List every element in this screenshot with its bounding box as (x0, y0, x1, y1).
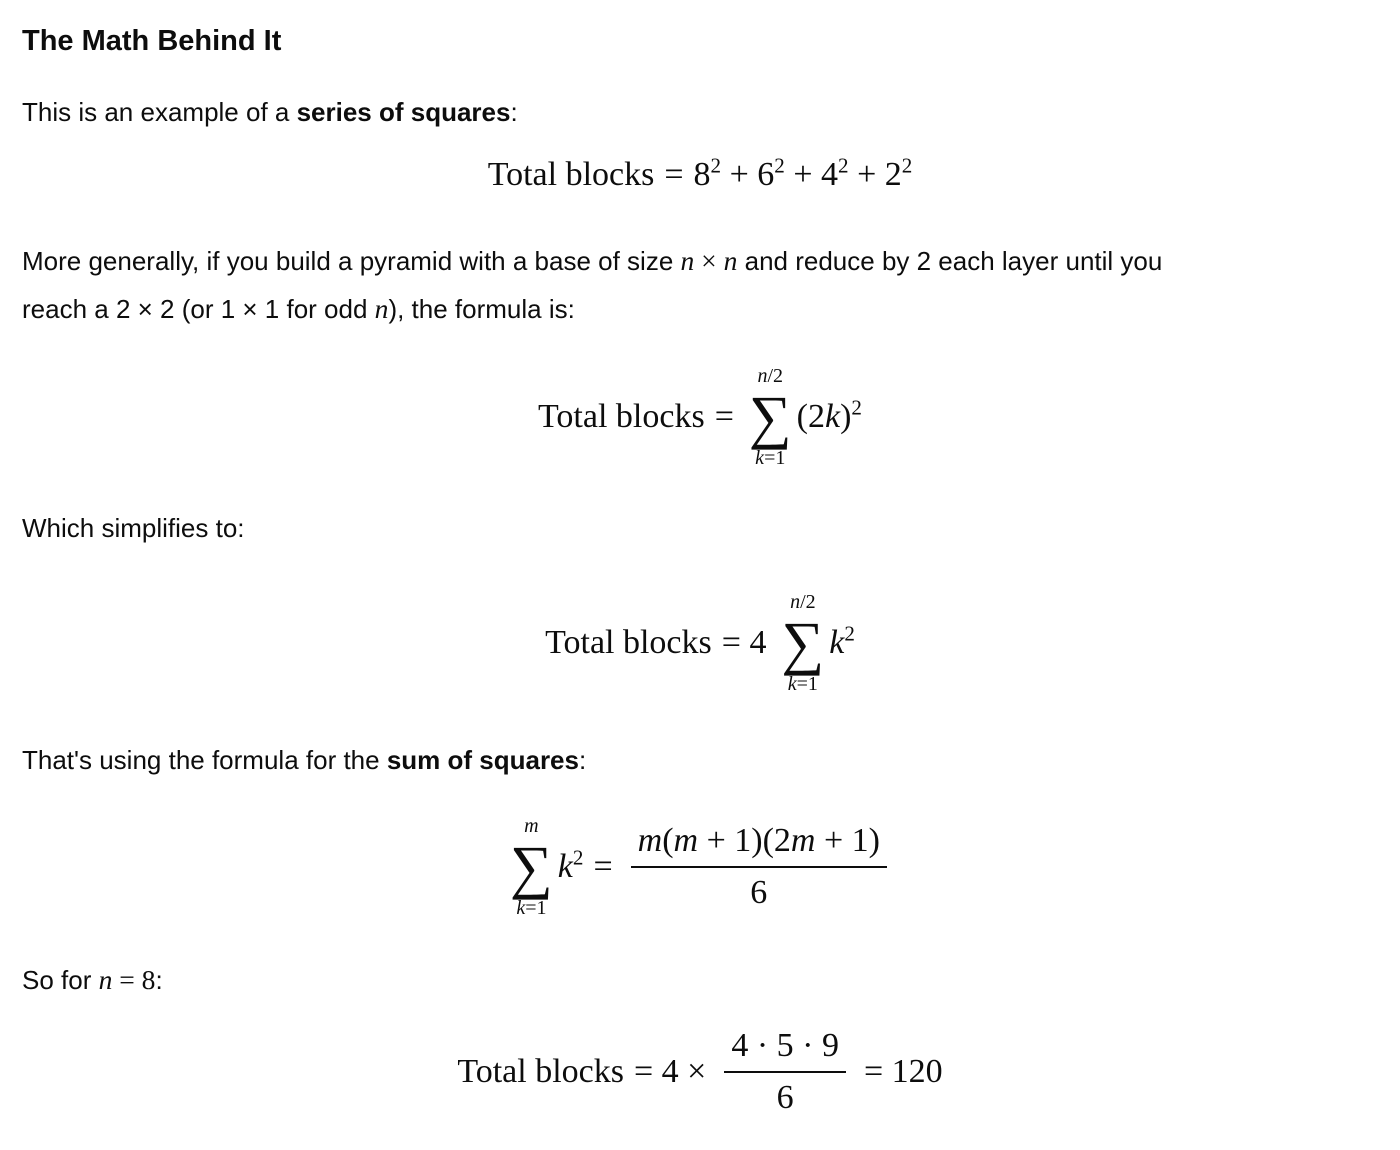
text-segment: + (784, 156, 822, 193)
formula-n8-result (22, 1025, 1378, 1119)
sigma-icon: ∑ (510, 834, 553, 900)
formula-sum-2k-squared (22, 363, 1378, 471)
fraction (631, 820, 887, 914)
math-result: = 120 (863, 1053, 943, 1090)
text-segment: 2 (774, 153, 785, 178)
text-segment: 2 (572, 845, 584, 870)
text-segment: More generally, if you build a pyramid with a base of size (22, 246, 681, 276)
paragraph-intro (22, 95, 1378, 129)
text-segment: and reduce by 2 each layer until you (737, 246, 1163, 276)
text-segment: n (680, 245, 695, 276)
text-segment: ), the formula is: (388, 294, 575, 324)
text-segment: k (557, 848, 573, 885)
text-segment: k (787, 673, 797, 695)
text-segment: + 1)(2 (698, 822, 791, 859)
text-segment: m (524, 815, 539, 837)
equals-sign: = 4 (721, 624, 767, 661)
summation (781, 589, 824, 697)
denominator (770, 1077, 801, 1119)
math-expression (829, 619, 855, 667)
text-segment: =1 (796, 673, 818, 695)
numerator (724, 1025, 846, 1067)
text-segment: (2 (796, 398, 825, 435)
text-segment: This is an example of a (22, 97, 297, 127)
math-lhs: Total blocks (538, 398, 705, 435)
text-segment: 2 (844, 621, 855, 646)
formula-sum-of-squares-identity (22, 813, 1378, 921)
text-segment: =1 (764, 447, 786, 469)
text-segment: + 1) (815, 822, 880, 859)
text-segment: 6 (776, 1079, 794, 1116)
math-expression (558, 843, 584, 891)
text-segment: Which simplifies to: (22, 513, 245, 543)
text-segment: 6 (757, 156, 775, 193)
paragraph-general-line2 (22, 285, 1378, 333)
math-lhs: Total blocks (457, 1053, 624, 1090)
sigma-icon: ∑ (748, 384, 792, 450)
equals-sign: = 4 × (633, 1053, 707, 1090)
numerator (631, 820, 887, 862)
sum-lower-limit (516, 895, 546, 921)
text-segment: 4 · 5 · 9 (731, 1027, 839, 1064)
fraction-bar (724, 1071, 846, 1073)
paragraph-so-for-n8 (22, 963, 1378, 997)
equals-sign: = (664, 156, 684, 193)
text-segment: series of squares (296, 97, 511, 127)
text-segment: 2 (851, 395, 862, 420)
paragraph-general (22, 237, 1378, 333)
equals-sign: = (593, 848, 613, 885)
text-segment: + (848, 156, 885, 193)
text-segment: ( (662, 822, 674, 859)
text-segment: reach a 2 × 2 (or 1 × 1 for odd (22, 294, 375, 324)
formula-simplified (22, 589, 1378, 697)
text-segment: + (721, 156, 758, 193)
text-segment: m (790, 822, 816, 859)
summation (510, 813, 553, 921)
text-segment: 2 (901, 153, 913, 178)
text-segment: n (374, 293, 389, 324)
text-segment: /2 (767, 365, 784, 387)
math-lhs: Total blocks (545, 624, 712, 661)
paragraph-general-line1 (22, 237, 1378, 285)
text-segment: 6 (750, 874, 768, 911)
summation (749, 363, 792, 471)
math-lhs: Total blocks (487, 156, 655, 193)
text-segment: : (510, 97, 518, 127)
text-segment: n (98, 964, 113, 995)
fraction (724, 1025, 846, 1119)
text-segment: n (790, 591, 801, 613)
fraction-bar (631, 866, 887, 868)
denominator (743, 872, 774, 914)
text-segment: k (516, 897, 526, 919)
text-segment: ) (840, 398, 852, 435)
text-segment: That's using the formula for the (22, 745, 387, 775)
text-segment: : (578, 745, 587, 775)
text-segment: /2 (800, 591, 816, 613)
text-segment: 2 (884, 156, 902, 193)
text-segment: : (155, 965, 163, 995)
sum-lower-limit (788, 671, 818, 697)
text-segment: =1 (525, 897, 547, 919)
text-segment: = 8 (112, 964, 156, 995)
sigma-icon: ∑ (781, 610, 825, 676)
text-segment: n (723, 245, 738, 276)
formula-series-of-squares (22, 151, 1378, 199)
math-expression (694, 151, 913, 199)
text-segment: 2 (710, 153, 722, 178)
text-segment: m (673, 822, 699, 859)
text-segment: sum of squares (386, 745, 579, 775)
text-segment: k (824, 398, 841, 435)
text-segment: k (755, 447, 765, 469)
text-segment: m (637, 822, 663, 859)
text-segment: k (829, 624, 845, 661)
paragraph-simplifies (22, 511, 1378, 545)
sum-lower-limit (755, 445, 785, 471)
equals-sign: = (714, 398, 734, 435)
text-segment: 2 (838, 153, 849, 178)
text-segment: 8 (693, 156, 711, 193)
text-segment: 4 (821, 156, 839, 193)
paragraph-sum-of-squares (22, 743, 1378, 777)
text-segment: × (694, 245, 724, 276)
math-expression (797, 393, 862, 441)
page-title: The Math Behind It (22, 25, 282, 57)
text-segment: n (757, 365, 768, 387)
text-segment: So for (22, 965, 99, 995)
